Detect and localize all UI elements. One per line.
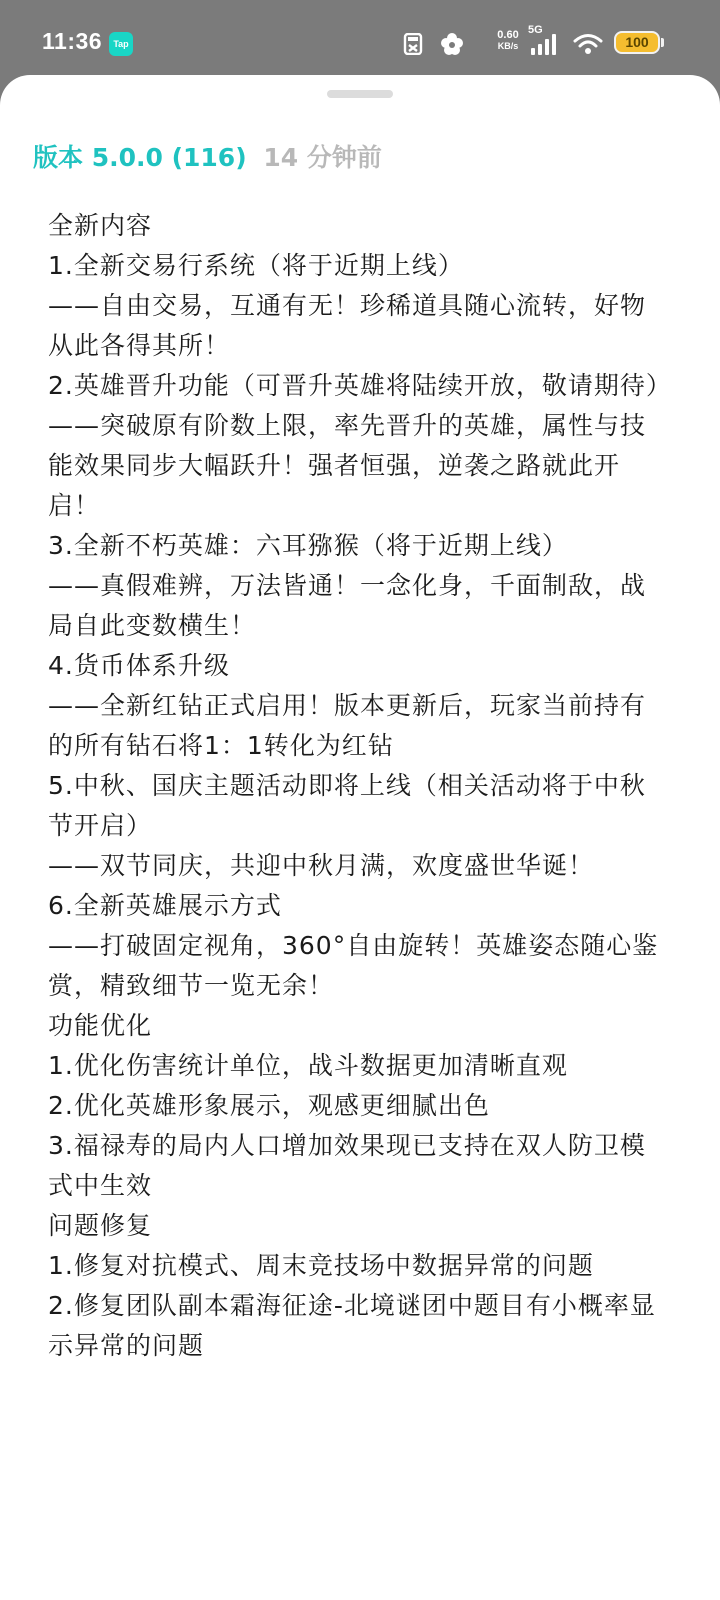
release-note-line: ——真假难辨，万法皆通！一念化身，千面制敌，战局自此变数横生！ <box>48 571 647 640</box>
network-type: 5G <box>528 24 543 36</box>
status-bar <box>0 0 720 78</box>
status-time: 11:36 <box>42 28 103 54</box>
flower-icon <box>440 32 464 56</box>
signal-icon <box>530 34 558 56</box>
version-label: 版本 5.0.0 (116) <box>33 143 247 172</box>
release-note-line: 问题修复 <box>48 1211 153 1240</box>
release-note-line: ——双节同庆，共迎中秋月满，欢度盛世华诞！ <box>48 851 595 880</box>
network-speed-value: 0.60 <box>497 29 519 41</box>
release-note-line: 2.修复团队副本霜海征途-北境谜团中题目有小概率显示异常的问题 <box>48 1291 656 1360</box>
release-note-line: ——自由交易，互通有无！珍稀道具随心流转，好物从此各得其所！ <box>48 291 647 360</box>
release-note-line: 1.修复对抗模式、周末竞技场中数据异常的问题 <box>48 1251 594 1280</box>
published-time: 14 分钟前 <box>263 143 382 172</box>
release-notes-list <box>48 206 672 1366</box>
release-note-line: 4.货币体系升级 <box>48 651 230 680</box>
battery-tip <box>661 38 664 47</box>
screenshot-icon <box>403 33 423 55</box>
wifi-icon <box>573 33 603 55</box>
battery-icon: 100 <box>614 31 660 54</box>
network-speed <box>488 30 528 52</box>
release-note-line: 3.全新不朽英雄：六耳猕猴（将于近期上线） <box>48 531 568 560</box>
version-header <box>33 138 382 174</box>
release-note-line: 6.全新英雄展示方式 <box>48 891 282 920</box>
release-note-line: 1.全新交易行系统（将于近期上线） <box>48 251 464 280</box>
release-note-line: 全新内容 <box>48 211 153 240</box>
release-note-line: 5.中秋、国庆主题活动即将上线（相关活动将于中秋节开启） <box>48 771 646 840</box>
tap-app-icon: Tap <box>109 32 133 56</box>
release-note-line: 1.优化伤害统计单位，战斗数据更加清晰直观 <box>48 1051 568 1080</box>
release-notes-sheet <box>0 75 720 1600</box>
release-note-line: ——突破原有阶数上限，率先晋升的英雄，属性与技能效果同步大幅跃升！强者恒强，逆袭之路就此开启！ <box>48 411 647 520</box>
sheet-drag-handle[interactable] <box>327 90 393 98</box>
release-note-line: 2.英雄晋升功能（可晋升英雄将陆续开放，敬请期待） <box>48 371 672 400</box>
release-note-line: 功能优化 <box>48 1011 153 1040</box>
release-note-line: ——全新红钻正式启用！版本更新后，玩家当前持有的所有钻石将1：1转化为红钻 <box>48 691 647 760</box>
network-speed-unit: KB/s <box>497 41 519 51</box>
release-note-line: ——打破固定视角，360°自由旋转！英雄姿态随心鉴赏，精致细节一览无余！ <box>48 931 659 1000</box>
release-note-line: 2.优化英雄形象展示，观感更细腻出色 <box>48 1091 490 1120</box>
release-note-line: 3.福禄寿的局内人口增加效果现已支持在双人防卫模式中生效 <box>48 1131 646 1200</box>
